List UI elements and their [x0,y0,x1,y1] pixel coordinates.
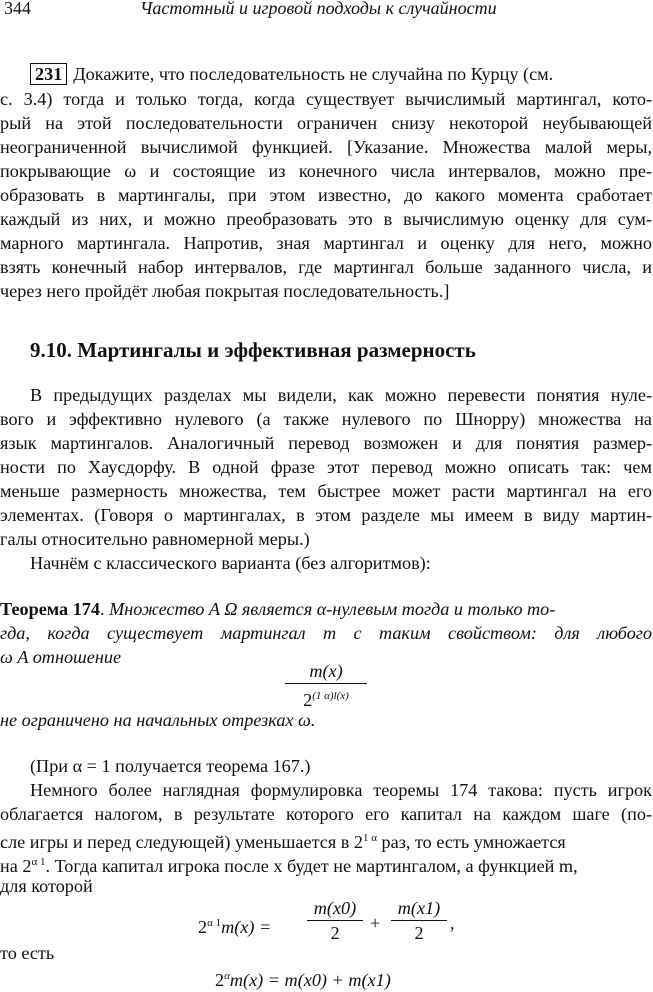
para2: Начнём с классического варианта (без алгоритмов): [30,553,431,573]
exercise-line-8: марного мартингала. Напротив, зная мартингал и оценку для него, можно [0,233,652,253]
theorem-fraction [285,660,367,711]
para4-line-4: на $2^{\alpha 1}$. Тогда капитал игрока после x будет не мартингалом, а функцией m, [0,856,578,877]
para4-line-2: облагается налогом, в результате которого его капитал на каждом шаге (по- [0,804,652,824]
equation-1-plus: + [370,913,381,933]
theorem-line-4: не ограничено на начальных отрезках ω. [0,710,316,730]
exercise-line-6: образовать в мартингалы, при этом известно, до какого момента сработает [0,185,652,205]
theorem-line-2: гда, когда существует мартингал m с таким свойством: для любого [0,623,652,643]
exercise-line-10: через него пройдёт любая покрытая последовательность.] [0,281,450,301]
para1-line-3: язык мартингалов. Аналогичный перевод возможен и для понятия размер- [0,433,652,453]
para4-line-5: для которой [0,876,93,896]
equation-1-comma: , [450,913,455,933]
para1-line-5: меньше размерность множества, тем быстрее может расти мартингал на его [0,481,652,501]
theorem-line-3: ω A отношение [0,647,122,667]
exercise-line-2: с. 3.4) тогда и только тогда, когда существует вычислимый мартингал, кото- [0,89,652,109]
exercise-line-4: неограниченной вычислимой функцией. [Указание. Множества малой меры, [0,137,652,157]
running-title: Частотный и игровой подходы к случайности [140,0,497,18]
theorem-label: Теорема 174 [0,599,100,619]
equation-2: $2^\alpha m(x) = m(x0) + m(x1)$ [215,970,391,991]
equation-1-term-1: m(x0) 2 [307,897,363,944]
para4-line-1: Немного более наглядная формулировка теоремы 174 такова: пусть игрок [30,780,652,800]
exercise-line-7: каждый из них, и можно преобразовать это в вычислимую оценку для сум- [0,209,652,229]
para1-line-6: элементах. (Говоря о мартингалах, в этом разделе мы имеем в виду мартин- [0,505,652,525]
para1-line-2: вого и эффективно нулевого (а также нулевого по Шнорру) множества на [0,409,652,429]
para1-line-1: В предыдущих разделах мы видели, как можно перевести понятия нуле- [30,385,652,405]
fraction-denominator: $2^{(1 \alpha)l(x)}$ [303,690,349,711]
exercise-line-3: рый на этой последовательности ограничен снизу некоторой неубывающей [0,113,652,133]
exercise-line-5: покрывающие ω и состоящие из конечного числа интервалов, можно пре- [0,161,652,181]
para3: (При α = 1 получается теорема 167.) [30,756,311,776]
equation-1-lhs: $2^{\alpha 1}m(x)$ = [198,917,272,938]
para1-line-4: ности по Хаусдорфу. В одной фразе этот перевод можно описать так: чем [0,457,652,477]
fraction-numerator: m(x) [309,661,343,681]
exercise-number: 231 [30,63,67,85]
page-number: 344 [4,0,31,18]
para1-line-7: галы относительно равномерной меры.) [0,529,310,549]
para5: то есть [0,943,55,963]
theorem-line-1: Теорема 174. Множество A Ω является α-нулевым тогда и только то- [0,599,556,619]
para4-line-3: сле игры и перед следующей) уменьшается в $2^{1 \alpha}$ раз, то есть умножается [0,832,566,853]
exercise-line-9: взять конечный набор интервалов, где мартингал больше заданного числа, и [0,257,652,277]
equation-1-term-2: m(x1) 2 [391,897,447,944]
exercise-line-1: 231 Докажите, что последовательность не случайна по Курцу (см. [30,62,652,86]
section-heading: 9.10. Мартингалы и эффективная размерность [30,338,476,362]
